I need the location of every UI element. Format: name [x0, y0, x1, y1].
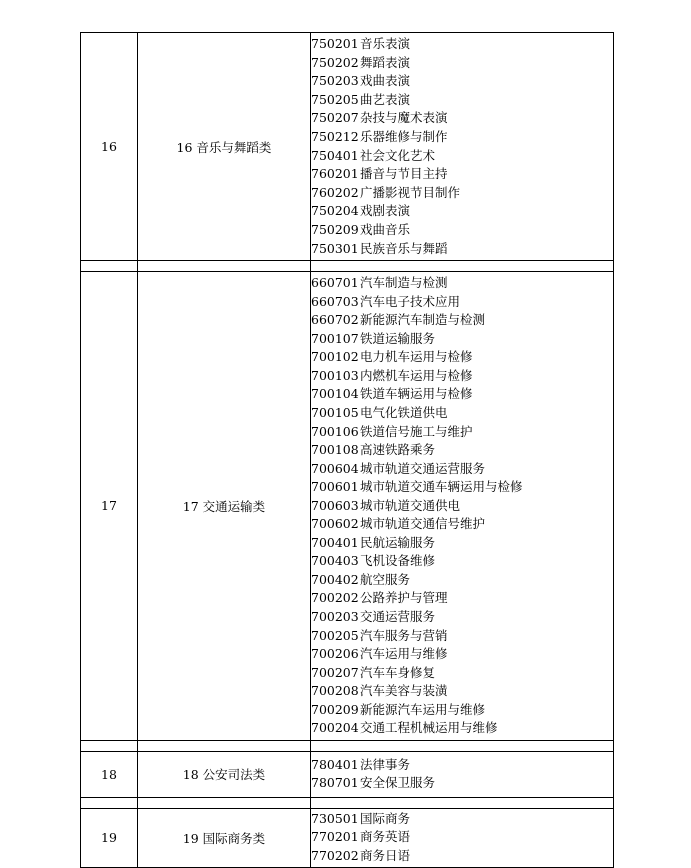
major-item: [311, 35, 613, 54]
major-item: [311, 774, 613, 793]
row-gap: [81, 740, 614, 751]
major-name: 公路养护与管理: [360, 590, 448, 606]
major-code: 700204: [311, 720, 359, 736]
major-item: [311, 404, 613, 423]
major-item: [311, 828, 613, 847]
major-name: 电力机车运用与检修: [360, 349, 473, 365]
major-name: 汽车运用与维修: [360, 646, 448, 662]
major-item: [311, 589, 613, 608]
major-name: 汽车车身修复: [360, 664, 436, 680]
major-name: 汽车电子技术应用: [360, 293, 461, 309]
major-code: 780701: [311, 775, 359, 791]
major-name: 新能源汽车制造与检测: [360, 312, 486, 328]
major-item: [311, 608, 613, 627]
major-code: 750203: [311, 73, 359, 89]
major-item: [311, 202, 613, 221]
major-item: [311, 756, 613, 775]
major-list: [311, 272, 614, 741]
major-code: 750301: [311, 240, 359, 256]
major-name: 曲艺表演: [360, 91, 411, 107]
major-name: 城市轨道交通供电: [360, 497, 461, 513]
major-item: [311, 109, 613, 128]
major-item: [311, 627, 613, 646]
major-name: 广播影视节目制作: [360, 184, 461, 200]
major-name: 民航运输服务: [360, 534, 436, 550]
major-item: [311, 810, 613, 829]
major-name: 城市轨道交通车辆运用与检修: [360, 479, 523, 495]
table-row: [81, 33, 614, 261]
major-item: [311, 682, 613, 701]
major-code: 700602: [311, 516, 359, 532]
major-item: [311, 91, 613, 110]
major-name: 航空服务: [360, 571, 411, 587]
major-name: 内燃机车运用与检修: [360, 367, 473, 383]
major-code: 700403: [311, 553, 359, 569]
row-gap: [81, 261, 614, 272]
major-code: 760202: [311, 184, 359, 200]
major-name: 播音与节目主持: [360, 166, 448, 182]
major-item: [311, 701, 613, 720]
major-code: 700208: [311, 683, 359, 699]
major-code: 750204: [311, 203, 359, 219]
major-code: 700601: [311, 479, 359, 495]
major-code: 700203: [311, 608, 359, 624]
major-name: 戏曲表演: [360, 73, 411, 89]
major-item: [311, 571, 613, 590]
major-code: 700104: [311, 386, 359, 402]
major-name: 舞蹈表演: [360, 54, 411, 70]
major-name: 商务日语: [360, 848, 411, 864]
category-name: 16 音乐与舞蹈类: [138, 33, 311, 261]
major-name: 汽车制造与检测: [360, 275, 448, 291]
major-item: [311, 645, 613, 664]
major-name: 民族音乐与舞蹈: [360, 240, 448, 256]
major-item: [311, 293, 613, 312]
major-item: [311, 497, 613, 516]
major-name: 戏剧表演: [360, 203, 411, 219]
major-item: [311, 847, 613, 866]
major-code: 780401: [311, 756, 359, 772]
major-item: [311, 72, 613, 91]
major-name: 交通运营服务: [360, 608, 436, 624]
major-item: [311, 423, 613, 442]
major-code: 700103: [311, 367, 359, 383]
major-name: 国际商务: [360, 810, 411, 826]
major-code: 700102: [311, 349, 359, 365]
table-row: [81, 808, 614, 867]
major-code: 700604: [311, 460, 359, 476]
major-name: 汽车美容与装潢: [360, 683, 448, 699]
major-code: 700105: [311, 404, 359, 420]
major-code: 770201: [311, 829, 359, 845]
row-gap: [81, 797, 614, 808]
category-name: 18 公安司法类: [138, 751, 311, 797]
major-item: [311, 367, 613, 386]
major-item: [311, 385, 613, 404]
major-code: 700108: [311, 442, 359, 458]
major-name: 铁道信号施工与维护: [360, 423, 473, 439]
major-item: [311, 478, 613, 497]
major-name: 铁道运输服务: [360, 330, 436, 346]
major-name: 杂技与魔术表演: [360, 110, 448, 126]
major-item: [311, 128, 613, 147]
table-row: [81, 751, 614, 797]
major-item: [311, 240, 613, 259]
major-code: 700603: [311, 497, 359, 513]
row-number: 19: [81, 808, 138, 867]
major-code: 750202: [311, 54, 359, 70]
major-name: 商务英语: [360, 829, 411, 845]
major-code: 750207: [311, 110, 359, 126]
major-code: 660703: [311, 293, 359, 309]
major-code: 750212: [311, 129, 359, 145]
category-name: 17 交通运输类: [138, 272, 311, 741]
major-name: 汽车服务与营销: [360, 627, 448, 643]
major-code: 700209: [311, 701, 359, 717]
major-item: [311, 311, 613, 330]
major-name: 高速铁路乘务: [360, 442, 436, 458]
major-code: 750201: [311, 36, 359, 52]
major-code: 700206: [311, 646, 359, 662]
major-code: 760201: [311, 166, 359, 182]
major-name: 城市轨道交通信号维护: [360, 516, 486, 532]
table-row: [81, 272, 614, 741]
major-name: 飞机设备维修: [360, 553, 436, 569]
row-number: 16: [81, 33, 138, 261]
major-code: 750205: [311, 91, 359, 107]
major-item: [311, 515, 613, 534]
major-code: 700207: [311, 664, 359, 680]
major-item: [311, 552, 613, 571]
major-name: 电气化铁道供电: [360, 404, 448, 420]
major-item: [311, 534, 613, 553]
major-name: 戏曲音乐: [360, 221, 411, 237]
major-code: 730501: [311, 810, 359, 826]
major-item: [311, 221, 613, 240]
major-item: [311, 719, 613, 738]
major-code: 750401: [311, 147, 359, 163]
major-name: 乐器维修与制作: [360, 129, 448, 145]
major-code: 660701: [311, 275, 359, 291]
major-code: 660702: [311, 312, 359, 328]
major-item: [311, 54, 613, 73]
major-item: [311, 165, 613, 184]
major-name: 安全保卫服务: [360, 775, 436, 791]
major-name: 城市轨道交通运营服务: [360, 460, 486, 476]
major-name: 音乐表演: [360, 36, 411, 52]
major-list: [311, 751, 614, 797]
major-list: [311, 33, 614, 261]
row-number: 18: [81, 751, 138, 797]
major-name: 法律事务: [360, 756, 411, 772]
major-code: 700106: [311, 423, 359, 439]
major-item: [311, 330, 613, 349]
major-item: [311, 274, 613, 293]
major-code: 700402: [311, 571, 359, 587]
major-code: 700202: [311, 590, 359, 606]
major-code: 770202: [311, 848, 359, 864]
category-name: 19 国际商务类: [138, 808, 311, 867]
major-name: 交通工程机械运用与维修: [360, 720, 498, 736]
major-code: 700107: [311, 330, 359, 346]
major-name: 新能源汽车运用与维修: [360, 701, 486, 717]
major-item: [311, 460, 613, 479]
major-list: [311, 808, 614, 867]
major-code: 700205: [311, 627, 359, 643]
major-item: [311, 664, 613, 683]
major-code: 750209: [311, 221, 359, 237]
major-item: [311, 147, 613, 166]
major-name: 铁道车辆运用与检修: [360, 386, 473, 402]
row-number: 17: [81, 272, 138, 741]
major-item: [311, 348, 613, 367]
majors-table: [80, 32, 614, 868]
major-item: [311, 441, 613, 460]
major-name: 社会文化艺术: [360, 147, 436, 163]
major-item: [311, 184, 613, 203]
major-code: 700401: [311, 534, 359, 550]
